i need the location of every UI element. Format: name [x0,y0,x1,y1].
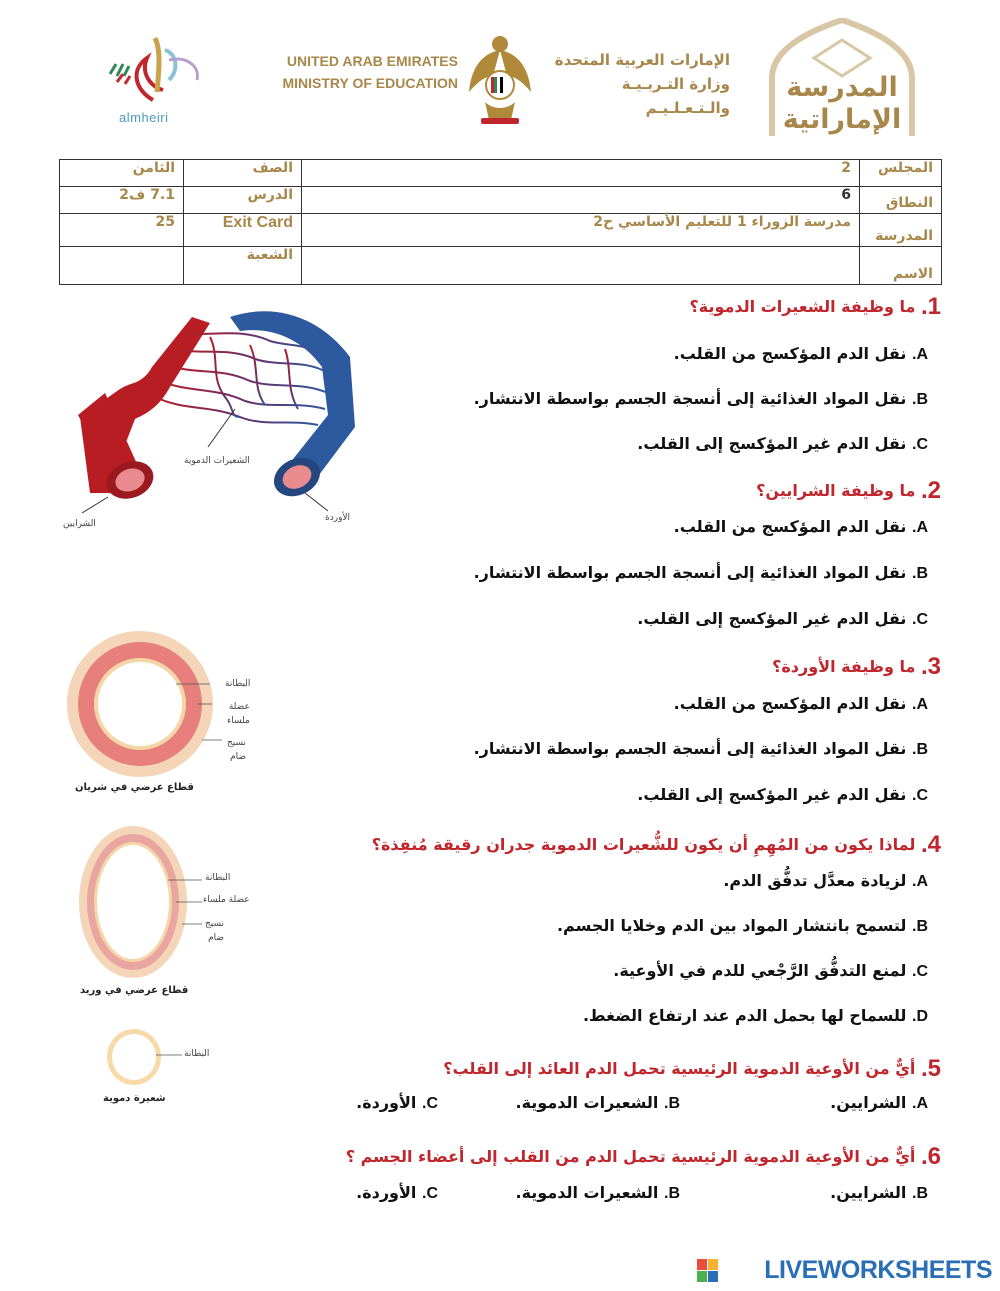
almheiri-caption: almheiri [119,110,169,125]
veins-label: الأوردة [325,513,351,523]
q1-option-b[interactable]: B. نقل المواد الغذائية إلى أنسجة الجسم بواسطة الانتشار. [473,389,928,408]
info-row-name [60,247,942,285]
artery-tissue-label: نسيج ضام [227,738,247,762]
q3-option-b[interactable]: B. نقل المواد الغذائية إلى أنسجة الجسم بواسطة الانتشار. [473,739,928,758]
q6-options-row [288,1183,928,1209]
range-value: 6 [302,187,860,214]
uae-ministry-english [268,50,458,94]
question-6-text: أيٌّ من الأوعية الدموية الرئيسية تحمل الدم من القلب إلى أعضاء الجسم ؟ [345,1147,916,1166]
vein-tissue-label: نسيج ضام [205,919,225,943]
artery-section-caption: قطاع عرضي في شريان [75,782,194,793]
q4-option-c[interactable]: C. لمنع التدفُّق الرَّجْعي للدم في الأوعية. [613,961,928,980]
q3-option-c[interactable]: C. نقل الدم غير المؤكسج إلى القلب. [637,785,928,804]
question-3-number: 3. [920,653,941,680]
uae-eagle-emblem-icon [465,30,535,128]
emirati-school-logo [752,18,932,136]
info-row-council [60,160,942,187]
q2-option-a[interactable]: A. نقل الدم المؤكسج من القلب. [673,517,928,536]
question-3-title [772,653,941,681]
blood-vessels-diagram [60,297,380,537]
exit-card-label: Exit Card [184,214,302,247]
uae-ministry-arabic [540,48,730,120]
school-logo-line1: المدرسة [786,72,898,103]
council-value: 2 [302,160,860,187]
grade-label: الصف [184,160,302,187]
vein-section-caption: قطاع عرضي في وريد [80,985,189,996]
capillaries-label: الشعيرات الدموية [184,456,250,466]
uae-en-line1: UNITED ARAB EMIRATES [286,53,458,69]
q1-option-a[interactable]: A. نقل الدم المؤكسج من القلب. [673,344,928,363]
capillary-lining-label: البطانة [184,1049,210,1059]
section-input-cell[interactable] [60,247,184,285]
artery-cross-section-diagram [62,630,222,778]
info-row-range [60,187,942,214]
lesson-label: الدرس [184,187,302,214]
question-3-text: ما وظيفة الأوردة؟ [772,657,916,676]
q3-option-a[interactable]: A. نقل الدم المؤكسج من القلب. [673,694,928,713]
liveworksheets-logo-icon [697,1259,719,1283]
q5-option-c[interactable]: C. الأوردة. [356,1093,438,1112]
exit-card-value: 25 [60,214,184,247]
q4-option-a[interactable]: A. لزيادة معدَّل تدفُّق الدم. [723,871,928,890]
name-label: الاسم [860,247,942,285]
vein-lining-label: البطانة [205,873,231,883]
name-input-cell[interactable] [302,247,860,285]
uae-en-line2: MINISTRY OF EDUCATION [282,75,458,91]
question-4-text: لماذا يكون من المُهِمِ أن يكون للشُّعيرات الدموية جدران رقيقة مُنفِذة؟ [371,835,916,854]
lesson-value: 7.1 ف2 [60,187,184,214]
question-2-text: ما وظيفة الشرايين؟ [756,481,916,500]
question-1-number: 1. [920,293,941,320]
section-label: الشعبة [184,247,302,285]
question-2-number: 2. [920,477,941,504]
question-2-title [756,477,941,505]
school-label: المدرسة [860,214,942,247]
liveworksheets-brand[interactable]: LIVEWORKSHEETS [764,1256,992,1284]
q4-option-b[interactable]: B. لتسمح بانتشار المواد بين الدم وخلايا الجسم. [556,916,928,935]
info-table [59,159,942,285]
q1-option-c[interactable]: C. نقل الدم غير المؤكسج إلى القلب. [637,434,928,453]
vein-cross-section-diagram [78,824,202,980]
arteries-label: الشرايين [63,519,96,529]
question-4-number: 4. [920,831,941,858]
question-5-number: 5. [920,1055,941,1082]
almheiri-logo [105,30,215,130]
vein-muscle-label: عضلة ملساء [203,895,250,905]
q5-options-row [288,1093,928,1119]
school-value: مدرسة الزوراء 1 للتعليم الأساسي ح2 [302,214,860,247]
question-1-text: ما وظيفة الشعيرات الدموية؟ [689,297,916,316]
q6-option-b[interactable]: B. الشعيرات الدموية. [515,1183,680,1202]
q4-option-d[interactable]: D. للسماح لها بحمل الدم عند ارتفاع الضغط. [582,1006,928,1025]
grade-value: الثامن [60,160,184,187]
council-label: المجلس [860,160,942,187]
q5-option-b[interactable]: B. الشعيرات الدموية. [515,1093,680,1112]
uae-ar-line1: الإمارات العربية المتحدة [554,51,730,69]
q6-option-a[interactable]: B. الشرايين. [830,1183,928,1202]
capillary-section-caption: شعيرة دموية [103,1093,166,1104]
question-5-title [443,1055,941,1083]
q6-option-c[interactable]: C. الأوردة. [356,1183,438,1202]
artery-lining-label: البطانة [225,679,251,689]
question-4-title [372,831,941,859]
q5-option-a[interactable]: A. الشرايين. [830,1093,928,1112]
q2-option-c[interactable]: C. نقل الدم غير المؤكسج إلى القلب. [637,609,928,628]
uae-ar-line2: وزارة التـربـيـة والـتـعـلـيـم [621,75,730,117]
q2-option-b[interactable]: B. نقل المواد الغذائية إلى أنسجة الجسم بواسطة الانتشار. [473,563,928,582]
info-row-school [60,214,942,247]
question-5-text: أيٌّ من الأوعية الدموية الرئيسية تحمل الدم العائد إلى القلب؟ [443,1059,916,1078]
question-6-number: 6. [920,1143,941,1170]
artery-muscle-label: عضلة ملساء [227,702,250,726]
school-logo-line2: الإماراتية [782,104,902,135]
range-label: النطاق [860,187,942,214]
question-6-title [346,1143,941,1171]
question-1-title [689,293,941,321]
almheiri-emblem-icon [105,30,215,110]
